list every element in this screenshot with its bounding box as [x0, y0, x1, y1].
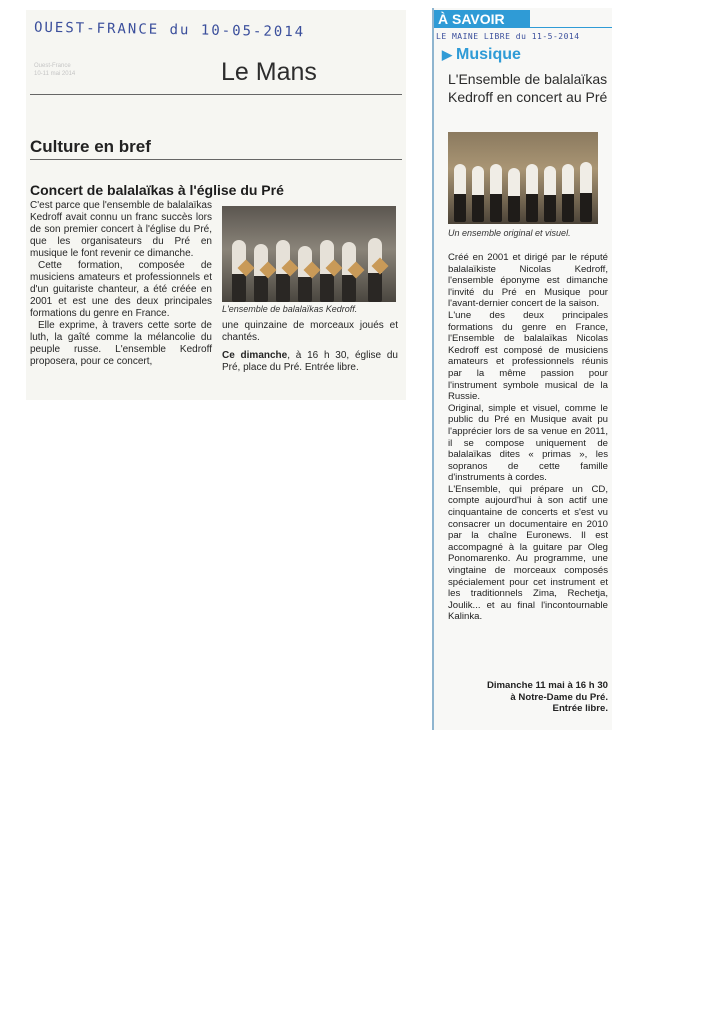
paragraph: C'est parce que l'ensemble de balalaïkas Kedroff avait connu un franc succès lors de son premier concert à l'église du Pré, que les organisateurs du Pré en musique le font revenir ce dimanche.: [30, 200, 212, 259]
ensemble-photo: [222, 206, 396, 302]
maine-libre-clipping: [432, 8, 612, 730]
article-headline: L'Ensemble de balalaïkas Kedroff en concert au Pré: [448, 71, 608, 105]
article-headline: Concert de balalaïkas à l'église du Pré: [30, 182, 284, 198]
section-title: Culture en bref: [30, 137, 151, 156]
date-lead: Ce dimanche: [222, 350, 288, 361]
photo-caption: L'ensemble de balalaïkas Kedroff.: [222, 304, 358, 314]
article-column-1: [30, 200, 212, 368]
paragraph: L'Ensemble, qui prépare un CD, compte aujourd'hui à son actif une cinquantaine de concerts et s'est vu consacrer un documentaire en 2010 par la chaîne Euronews. Il est accompagné à la guitare par Oleg Ponomarenko. Au programme, une vingtaine de morceaux composés spécialement pour cet instrument et les traditionnels Zima, Rechetja, Joulik... et au final l'incontournable Kalinka.: [448, 483, 608, 623]
info-line: Dimanche 11 mai à 16 h 30: [486, 680, 608, 691]
paragraph: Elle exprime, à travers cette sorte de luth, la gaîté comme la mélancolie du peuple russe. L'ensemble Kedroff proposera, pour ce concert,: [30, 320, 212, 367]
ouest-france-clipping: [26, 10, 406, 400]
bleed-through-text: Ouest-France 10-11 mai 2014: [34, 63, 76, 77]
paragraph: L'une des deux principales formations du genre en France, l'Ensemble de balalaïkas Nicolas Kedroff est composé de musiciens amateurs et professionnels réunis par la même passion pour l'instrument symbole musical de la Russie.: [448, 309, 608, 403]
handwritten-source-note: LE MAINE LIBRE du 11-5-2014: [436, 32, 580, 41]
article-column-2: [222, 320, 398, 374]
article-body: [448, 252, 608, 623]
banner-rule: [526, 27, 612, 28]
paragraph: Créé en 2001 et dirigé par le réputé balalaïkiste Nicolas Kedroff, l'ensemble éponyme est dimanche l'invité du Pré en Musique pour l'avant-dernier concert de la saison.: [448, 252, 608, 310]
rubric-title: ▶ Musique: [442, 46, 521, 63]
practical-info: [448, 680, 608, 715]
paragraph: Original, simple et visuel, comme le public du Pré en Musique avait pu l'apprécier lors de sa venue en 2011, il se compose uniquement de balalaïkas dites « primas », les sopranos de cette famille d'instruments à cordes.: [448, 402, 608, 484]
heading-rule: [30, 94, 402, 95]
info-line: Entrée libre.: [552, 703, 608, 715]
ensemble-photo: [448, 132, 598, 224]
handwritten-source-note: OUEST-FRANCE du 10-05-2014: [33, 19, 306, 41]
photo-caption: Un ensemble original et visuel.: [448, 228, 571, 238]
city-heading: Le Mans: [221, 58, 317, 86]
paragraph: Ce dimanche, à 16 h 30, église du Pré, place du Pré. Entrée libre.: [222, 350, 398, 373]
info-line: à Notre-Dame du Pré.: [510, 691, 608, 703]
paragraph: une quinzaine de morceaux joués et chantés.: [222, 320, 398, 343]
section-rule: [30, 159, 402, 160]
paragraph: Cette formation, composée de musiciens amateurs et professionnels et d'un guitariste chanteur, a été créée en 2001 et est une des deux principales formations du genre en France.: [30, 260, 212, 319]
triangle-right-icon: ▶: [442, 47, 452, 62]
a-savoir-banner: À SAVOIR: [434, 10, 530, 28]
